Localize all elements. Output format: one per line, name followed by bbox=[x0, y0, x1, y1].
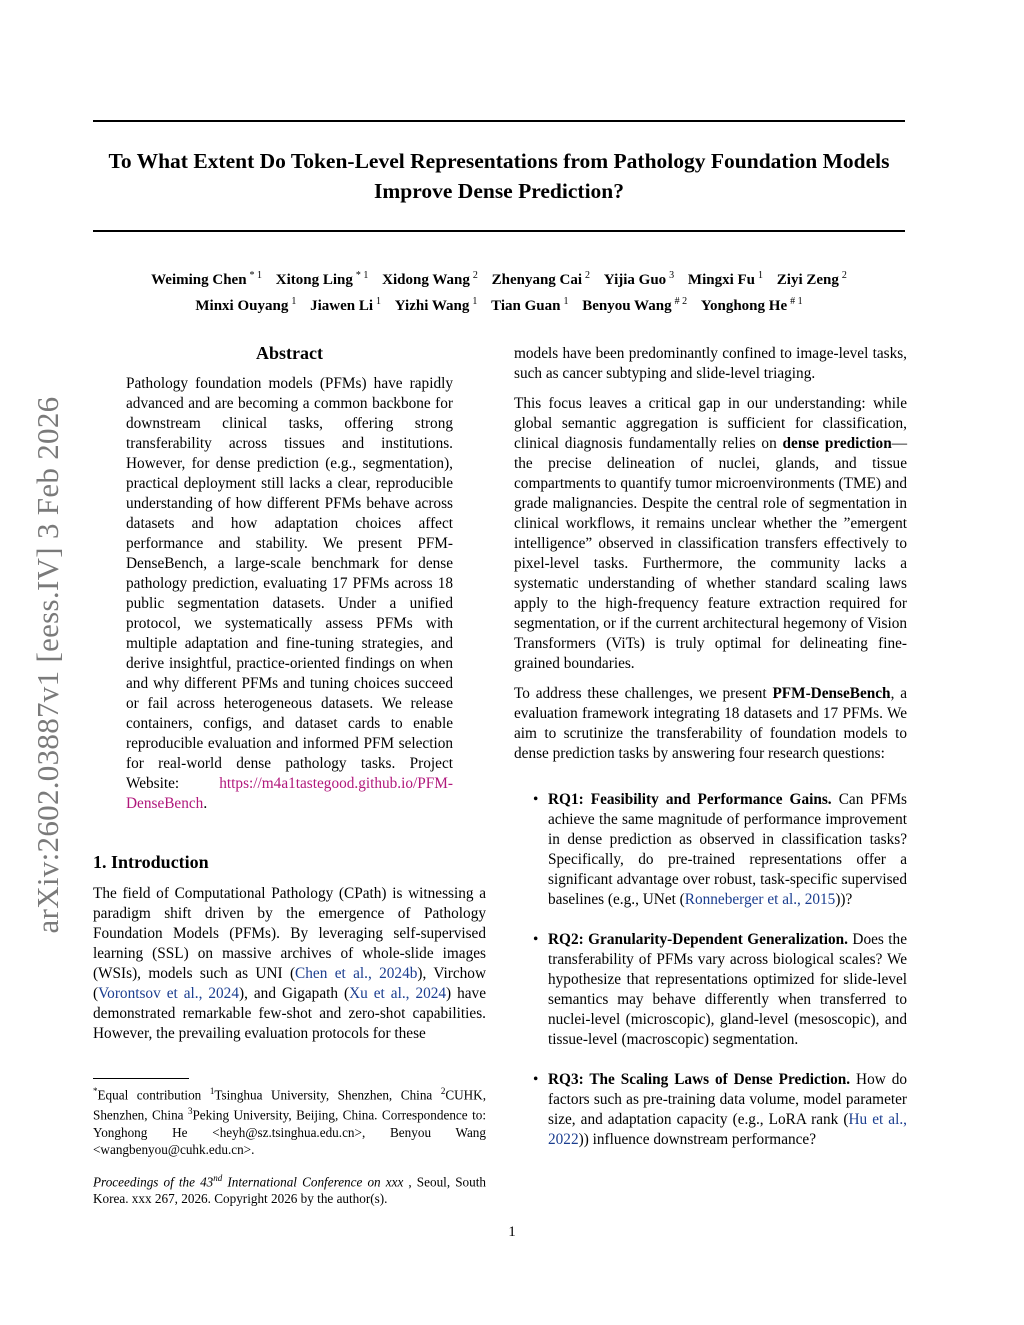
author: Yijia Guo $^3$ bbox=[603, 270, 675, 288]
citation-link[interactable]: Chen et al., 2024b bbox=[295, 965, 418, 982]
author: Xidong Wang $^2$ bbox=[382, 270, 478, 288]
citation-link[interactable]: Hu et al., 2022 bbox=[548, 1111, 907, 1148]
abstract-body bbox=[93, 374, 486, 814]
abstract-heading: Abstract bbox=[256, 343, 323, 363]
author: Weiming Chen $^{* 1}$ bbox=[151, 270, 263, 288]
list-item-rq1: • RQ1: Feasibility and Performance Gains. Can PFMs achieve the same magnitude of performance improvement in dense prediction as observed in classification tasks? Specifically, do pre-trained representations offer a significant advantage over robust, task-specific supervised baselines (e.g., UNet (Ronneberger et al., 2015))? bbox=[548, 790, 907, 910]
list-item-rq3: • RQ3: The Scaling Laws of Dense Prediction. How do factors such as pre-training data volume, model parameter size, and adaptation capacity (e.g., LoRA rank (Hu et al., 2022)) influence downstream performance? bbox=[548, 1070, 907, 1150]
author: Minxi Ouyang $^1$ bbox=[195, 296, 297, 314]
author: Benyou Wang $^{\# 2}$ bbox=[582, 296, 688, 314]
right-column bbox=[514, 344, 907, 1170]
body-paragraph: models have been predominantly confined to image-level tasks, such as cancer subtyping and slide-level triaging. bbox=[514, 345, 907, 382]
author: Mingxi Fu $^1$ bbox=[687, 270, 764, 288]
author: Jiawen Li $^1$ bbox=[310, 296, 382, 314]
page-number: 1 bbox=[508, 1224, 516, 1240]
proceedings-note: Proceedings of the 43nd International Conference on xxx , Seoul, South Korea. xxx 267, 2026. Copyright 2026 by the author(s). bbox=[93, 1172, 486, 1207]
left-column bbox=[93, 342, 486, 1044]
citation-link[interactable]: Ronneberger et al., 2015 bbox=[684, 891, 836, 908]
intro-paragraph: The field of Computational Pathology (CPath) is witnessing a paradigm shift driven by the emergence of Pathology Foundation Models (PFMs). By leveraging self-supervised learning (SSL) on massive archives of whole-slide images (WSIs), models such as UNI (Chen et al., 2024b), Virchow (Vorontsov et al., 2024), and Gigapath (Xu et al., 2024) have demonstrated remarkable few-shot and zero-shot capabilities. However, the prevailing evaluation protocols for these bbox=[93, 885, 486, 1042]
author: Xitong Ling $^{* 1}$ bbox=[275, 270, 369, 288]
author: Zhenyang Cai $^2$ bbox=[491, 270, 591, 288]
abstract-text: Pathology foundation models (PFMs) have rapidly advanced and are becoming a common backbone for downstream clinical tasks, offering strong transferability across tissues and institutions. However, for dense prediction (e.g., segmentation), practical deployment still lacks a clear, reproducible understanding of how different PFMs behave across datasets and how adaptation choices affect performance and stability. We present PFM-DenseBench, a large-scale benchmark for dense pathology prediction, evaluating 17 PFMs across 18 public segmentation datasets. Under a unified protocol, we systematically assess PFMs with multiple adaptation and fine-tuning strategies, and derive insightful, practice-oriented findings on when and why different PFMs and tuning choices succeed or fail across heterogeneous datasets. We release containers, configs, and dataset cards to enable reproducible evaluation and informed PFM selection for real-world dense pathology tasks. Project Website: https://m4a1tastegood.github.io/PFM-DenseBench. bbox=[126, 375, 453, 812]
citation-link[interactable]: Vorontsov et al., 2024 bbox=[98, 985, 239, 1002]
footnotes bbox=[93, 1083, 486, 1207]
title-rule-top bbox=[93, 120, 905, 122]
citation-link[interactable]: Xu et al., 2024 bbox=[349, 985, 447, 1002]
author: Tian Guan $^1$ bbox=[491, 296, 569, 314]
affiliation-footnote: *Equal contribution $^1$Tsinghua University, Shenzhen, China $^2$CUHK, Shenzhen, China $^3$Peking University, Beijing, China. Correspondence to: Yonghong He <heyh@sz.tsinghua.edu.cn>, Benyou Wang <wangbenyou@cuhk.edu.cn>. bbox=[93, 1086, 486, 1157]
body-paragraph: This focus leaves a critical gap in our understanding: while global semantic aggregation is sufficient for classification, clinical diagnosis fundamentally relies on dense prediction—the precise delineation of nuclei, glands, and tissue compartments to quantify tumor microenvironments (TME) and grade malignancies. Despite the central role of segmentation in clinical workflows, it remains unclear whether the ”emergent intelligence” observed in classification transfers effectively to pixel-level tasks. Furthermore, the community lacks a systematic understanding of whether standard scaling laws apply to the high-frequency feature extraction required for segmentation, or if the current architectural hegemony of Vision Transformers (ViTs) is truly optimal for delineating fine-grained boundaries. bbox=[514, 395, 908, 672]
project-website-link[interactable]: https://m4a1tastegood.github.io/PFM-DenseBench bbox=[126, 775, 453, 812]
author: Yizhi Wang $^1$ bbox=[394, 296, 478, 314]
body-paragraph: To address these challenges, we present PFM-DenseBench, a evaluation framework integrating 18 datasets and 17 PFMs. We aim to scrutinize the transferability of foundation models to dense prediction tasks by answering four research questions: bbox=[514, 685, 907, 762]
arxiv-stamp: arXiv:2602.03887v1 [eess.IV] 3 Feb 2026 bbox=[30, 396, 65, 934]
paper-title: To What Extent Do Token-Level Representations from Pathology Foundation Models Improve Dense Prediction? bbox=[108, 149, 890, 203]
author: Yonghong He $^{\# 1}$ bbox=[700, 296, 803, 314]
list-item-rq2: • RQ2: Granularity-Dependent Generalization. Does the transferability of PFMs vary across biological scales? We hypothesize that representations optimized for slide-level semantics may behave differently when transferred to nuclei-level (microscopic), gland-level (mesoscopic), and tissue-level (macroscopic) segmentation. bbox=[548, 930, 907, 1050]
author-list bbox=[93, 265, 905, 317]
footnote-rule bbox=[93, 1078, 189, 1079]
title-rule-bottom bbox=[93, 230, 905, 232]
author: Ziyi Zeng $^2$ bbox=[776, 270, 847, 288]
introduction-heading: 1. Introduction bbox=[93, 852, 209, 872]
research-questions-list bbox=[514, 790, 907, 1150]
